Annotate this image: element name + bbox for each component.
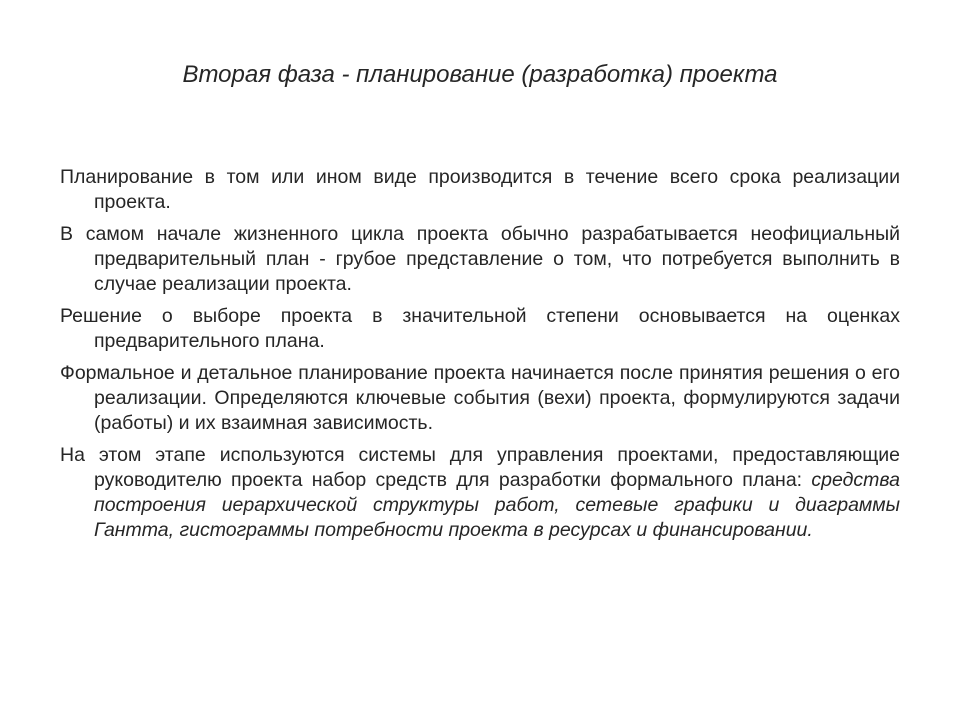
paragraph-text: Решение о выборе проекта в значительной степени основывается на оценках предварительного плана. — [60, 305, 900, 352]
paragraph-formal-planning — [60, 361, 900, 436]
slide-body — [60, 165, 900, 550]
paragraph-text: В самом начале жизненного цикла проекта обычно разрабатывается неофициальный предварительный план - грубое представление о том, что потребуется выполнить в случае реализации проекта. — [60, 223, 900, 295]
paragraph-preliminary-plan — [60, 222, 900, 297]
slide-title: Вторая фаза - планирование (разработка) проекта — [182, 61, 778, 88]
paragraph-text: Формальное и детальное планирование проекта начинается после принятия решения о его реализации. Определяются ключевые события (вехи) проекта, формулируются задачи (работы) и их взаимная зависимость. — [60, 362, 900, 434]
paragraph-management-systems — [60, 443, 900, 543]
paragraph-text: На этом этапе используются системы для управления проектами, предоставляющие руководителю проекта набор средств для разработки формального плана: — [60, 444, 900, 491]
paragraph-project-selection — [60, 304, 900, 354]
paragraph-emphasis-text: средства построения иерархической структуры работ, сетевые графики и диаграммы Гантта, гистограммы потребности проекта в ресурсах и финансировании. — [94, 469, 900, 541]
paragraph-text: Планирование в том или ином виде производится в течение всего срока реализации проекта. — [60, 166, 900, 213]
paragraph-planning-throughout — [60, 165, 900, 215]
